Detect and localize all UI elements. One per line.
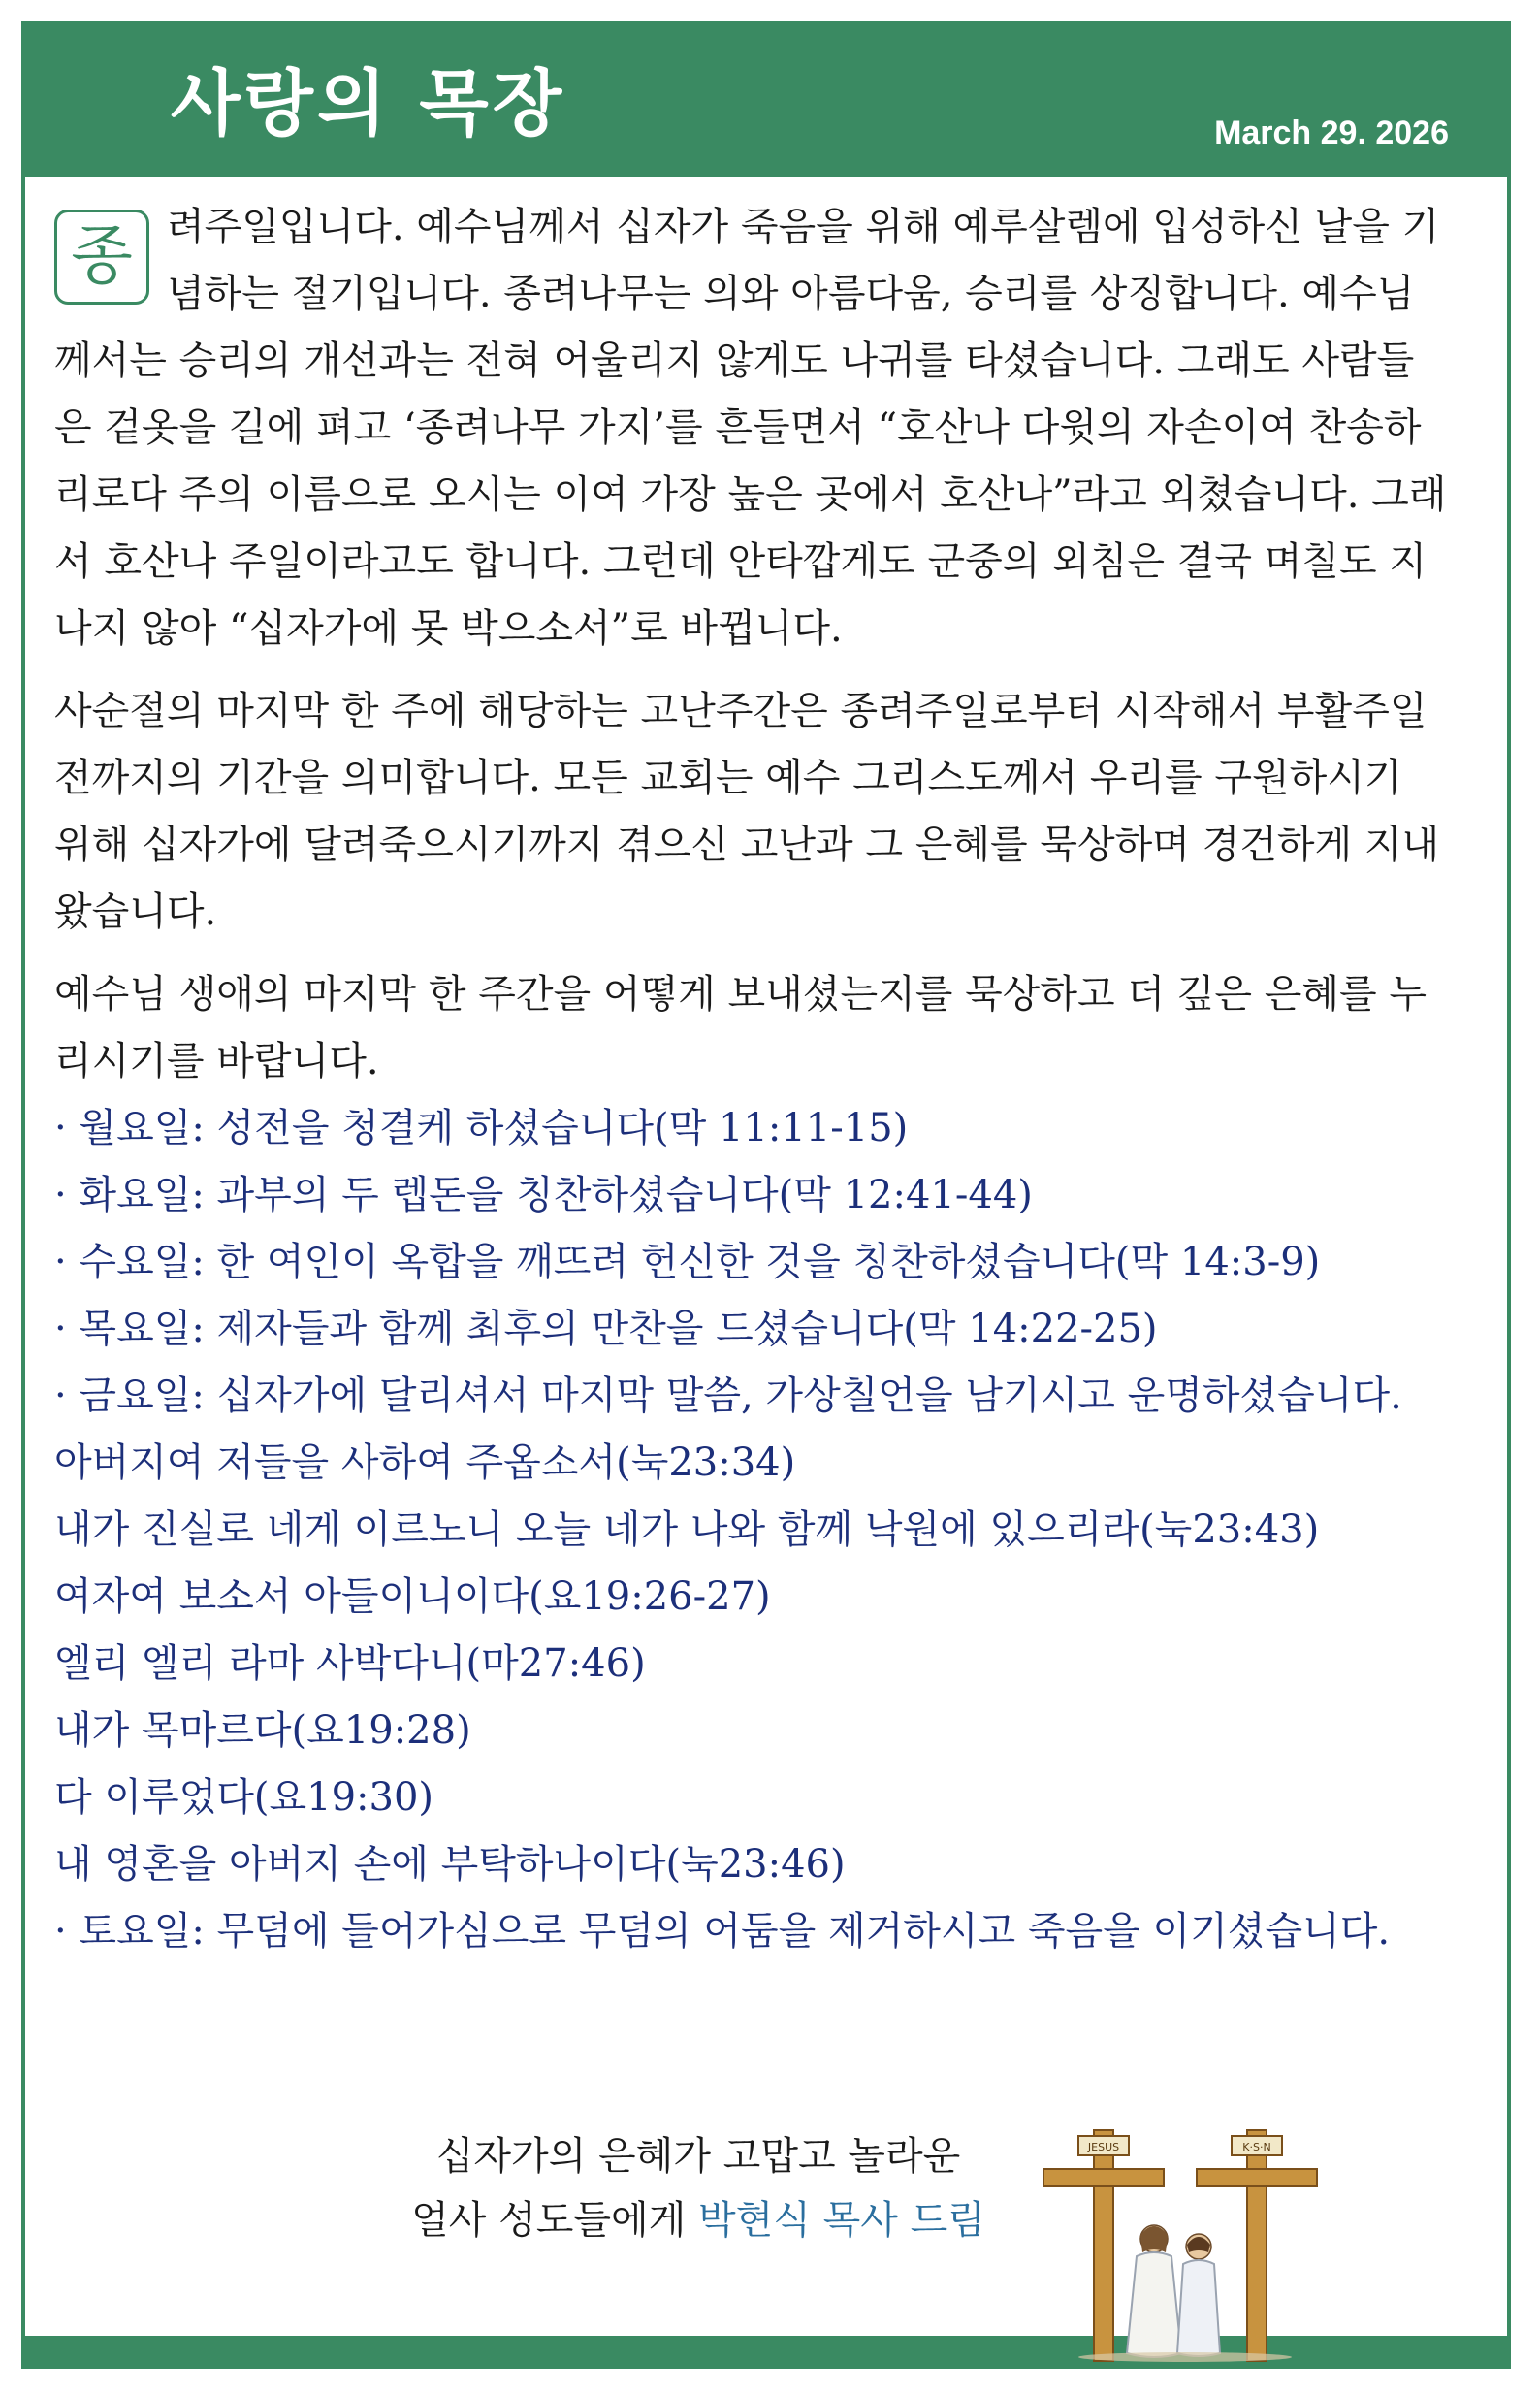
seven-word-4: 엘리 엘리 라마 사박다니(마27:46)	[54, 1641, 646, 1686]
closing-prefix: 얼사 성도들에게	[411, 2198, 698, 2243]
closing-line-2	[310, 2188, 1086, 2252]
seven-word-7: 내 영혼을 아버지 손에 부탁하나이다(눅23:46)	[54, 1842, 846, 1887]
closing-signature	[310, 2124, 1086, 2252]
holy-week-paragraph: 사순절의 마지막 한 주에 해당하는 고난주간은 종려주일로부터 시작해서 부활주일 전까지의 기간을 의미합니다. 모든 교회는 예수 그리스도께서 우리를 구원하시기 위해 십자가에 달려죽으시기까지 겪으신 고난과 그 은혜를 묵상하며 경건하게 지내왔습니다.	[54, 689, 1440, 934]
list-item-thursday: · 목요일: 제자들과 함께 최후의 만찬을 드셨습니다(막 14:22-25)	[54, 1307, 1158, 1351]
list-item-saturday: · 토요일: 무덤에 들어가심으로 무덤의 어둠을 제거하시고 죽음을 이기셨습니다.	[54, 1909, 1391, 1954]
seven-word-5: 내가 목마르다(요19:28)	[54, 1708, 471, 1753]
meditation-paragraph: 예수님 생애의 마지막 한 주간을 어떻게 보내셨는지를 묵상하고 더 깊은 은혜를 누리시기를 바랍니다.	[54, 972, 1427, 1084]
list-item-monday: · 월요일: 성전을 청결케 하셨습니다(막 11:11-15)	[54, 1106, 909, 1150]
pastor-name: 박현식 목사 드림	[698, 2198, 985, 2243]
seven-word-2: 내가 진실로 네게 이르노니 오늘 네가 나와 함께 낙원에 있으리라(눅23:43)	[54, 1507, 1320, 1552]
intro-text: 려주일입니다. 예수님께서 십자가 죽음을 위해 예루살렘에 입성하신 날을 기념하는 절기입니다. 종려나무는 의와 아름다움, 승리를 상징합니다. 예수님께서는 승리의 개선과는 전혀 어울리지 않게도 나귀를 타셨습니다. 그래도 사람들은 겉옷을 길에 펴고 ‘종려나무 가지’를 흔들면서 “호산나 다윗의 자손이여 찬송하리로다 주의 이름으로 오시는 이여 가장 높은 곳에서 호산나”라고 외쳤습니다. 그래서 호산나 주일이라고도 합니다. 그런데 안타깝게도 군중의 외침은 결국 며칠도 지나지 않아 “십자가에 못 박으소서”로 바뀝니다.	[54, 205, 1447, 651]
header-bar	[25, 25, 1507, 177]
closing-line-1: 십자가의 은혜가 고맙고 놀라운	[435, 2134, 961, 2179]
seven-word-6: 다 이루었다(요19:30)	[54, 1775, 434, 1820]
seven-word-3: 여자여 보소서 아들이니이다(요19:26-27)	[54, 1574, 771, 1619]
article-body	[54, 194, 1451, 1965]
sign-left-text: JESUS	[1087, 2141, 1120, 2153]
sign-right-text: K·S·N	[1242, 2141, 1271, 2153]
list-item-wednesday: · 수요일: 한 여인이 옥합을 깨뜨려 헌신한 것을 칭찬하셨습니다(막 14:3-9)	[54, 1240, 1321, 1284]
holy-week-list	[54, 1095, 1451, 1965]
drop-cap: 종	[54, 210, 149, 305]
date-label: March 29. 2026	[1214, 114, 1449, 151]
page-title: 사랑의 목장	[171, 62, 566, 146]
list-item-tuesday: · 화요일: 과부의 두 렙돈을 칭찬하셨습니다(막 12:41-44)	[54, 1173, 1033, 1217]
crosses-illustration-icon	[1040, 2111, 1331, 2363]
list-item-friday: · 금요일: 십자가에 달리셔서 마지막 말씀, 가상칠언을 남기시고 운명하셨습니다.	[54, 1374, 1402, 1418]
intro-paragraph	[54, 194, 1451, 663]
seven-word-1: 아버지여 저들을 사하여 주옵소서(눅23:34)	[54, 1440, 796, 1485]
